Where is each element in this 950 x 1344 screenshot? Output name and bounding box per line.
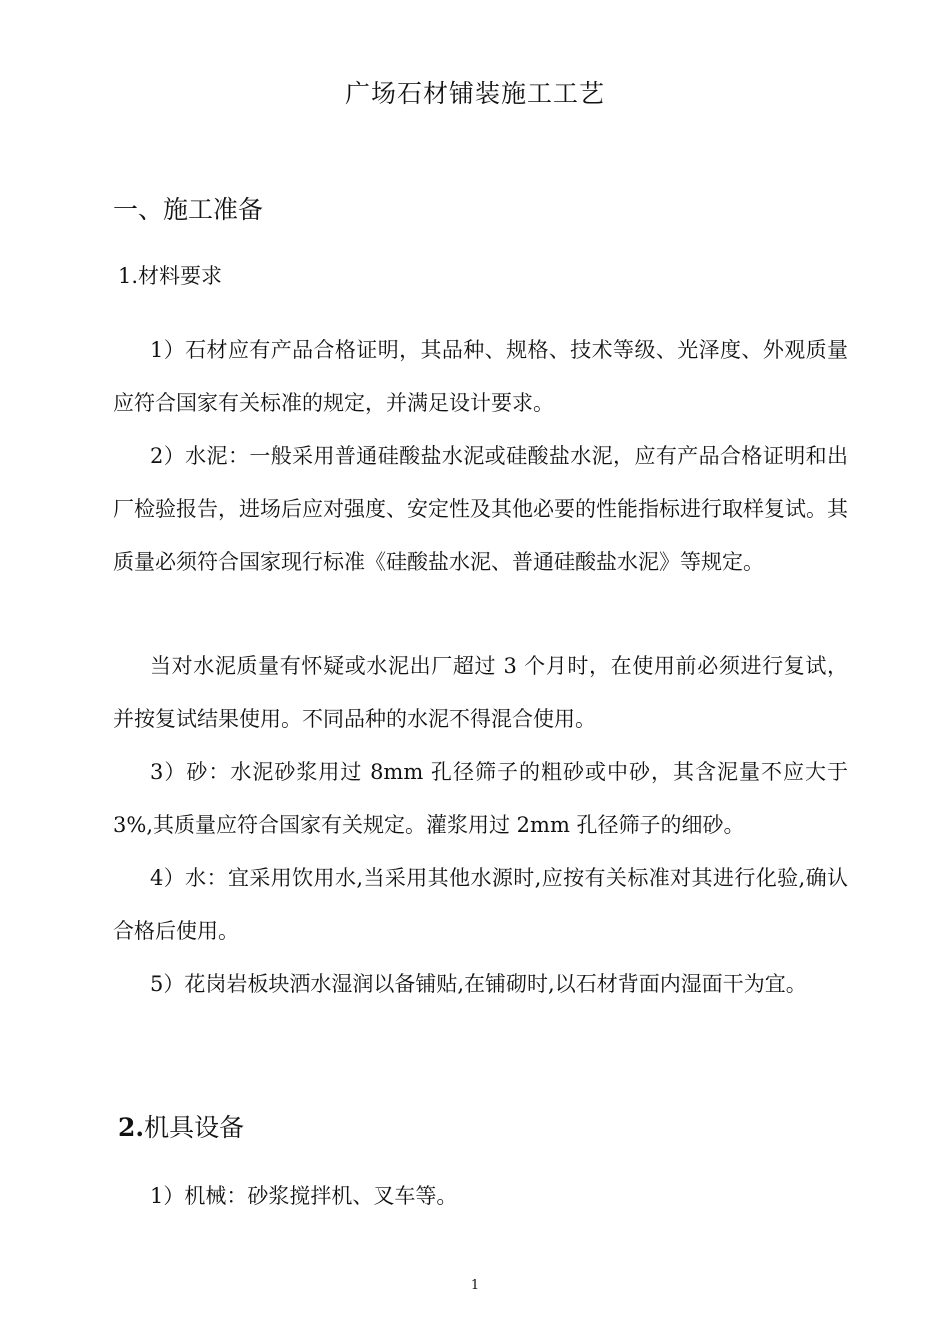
section-heading-preparation: 一、施工准备: [113, 195, 264, 224]
paragraph-water: 4）水：宜采用饮用水,当采用其他水源时,应按有关标准对其进行化验,确认合格后使用。: [113, 866, 848, 943]
subheading-equipment-label: 机具设备: [144, 1113, 245, 1142]
paragraph-cement-note: 当对水泥质量有怀疑或水泥出厂超过 3 个月时，在使用前必须进行复试，并按复试结果使用。不同品种的水泥不得混合使用。: [113, 654, 848, 731]
subheading-material-requirements: 1.材料要求: [118, 264, 223, 288]
paragraph-granite: 5）花岗岩板块洒水湿润以备铺贴,在铺砌时,以石材背面内湿面干为宜。: [150, 972, 807, 996]
subheading-equipment-number: 2.: [118, 1113, 145, 1142]
paragraph-cement: 2）水泥：一般采用普通硅酸盐水泥或硅酸盐水泥，应有产品合格证明和出厂检验报告，进场后应对强度、安定性及其他必要的性能指标进行取样复试。其质量必须符合国家现行标准《硅酸盐水泥、普通硅酸盐水泥》等规定。: [113, 444, 848, 574]
document-title: 广场石材铺装施工工艺: [344, 79, 605, 108]
subheading-equipment: [118, 1108, 244, 1144]
paragraph-stone: 1）石材应有产品合格证明，其品种、规格、技术等级、光泽度、外观质量应符合国家有关标准的规定，并满足设计要求。: [113, 338, 848, 415]
paragraph-sand: 3）砂：水泥砂浆用过 8mm 孔径筛子的粗砂或中砂，其含泥量不应大于 3%,其质量应符合国家有关规定。灌浆用过 2mm 孔径筛子的细砂。: [113, 760, 848, 837]
page-number: 1: [470, 1278, 480, 1293]
paragraph-machinery: 1）机械：砂浆搅拌机、叉车等。: [150, 1184, 458, 1208]
